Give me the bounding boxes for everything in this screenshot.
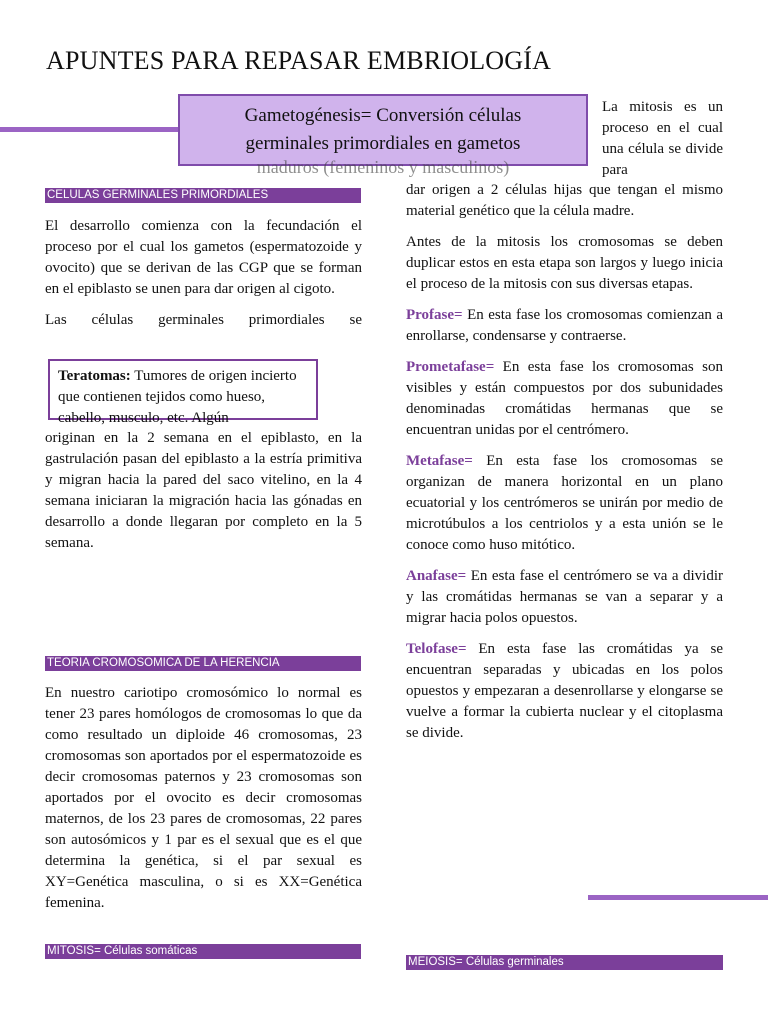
herencia-text-block [45,683,362,914]
callout-line-3-clipped: maduros (femeninos y masculinos) [256,157,510,177]
right-text-block [406,180,723,744]
page-title: APUNTES PARA REPASAR EMBRIOLOGÍA [46,46,552,75]
phase-text: En esta fase las cromátidas ya se encuentran separadas y ubicadas en los polos opuestos y empezaran a desenrollarse y elongarse se vuelve a formar la cubierta nuclear y el citoplasma se divide. [406,641,723,741]
phase-name: Prometafase= [406,359,495,375]
mitosis-intro-continuation: dar origen a 2 células hijas que tengan el mismo material genético que la célula madre. [406,182,723,219]
mitosis-section-bar: MITOSIS= Células somáticas [45,944,361,959]
cgp-paragraph-1: El desarrollo comienza con la fecundación el proceso por el cual los gametos (espermatozoide y ovocito) que se derivan de las CGP que se forman en el epiblasto se unen para dar origen al cigoto. [45,218,362,297]
antes-paragraph: Antes de la mitosis los cromosomas se deben duplicar estos en esta etapa son largos y luego inicia el proceso de la mitosis con sus diversas etapas. [406,234,723,292]
phase-name: Telofase= [406,641,467,657]
teratoma-label: Teratomas: [58,368,131,384]
left-divider-line [0,127,178,132]
phase-text: En esta fase los cromosomas son visibles y están compuestos por dos subunidades denominadas cromátidas hermanas que se encuentran unidas por el centrómero. [406,359,723,438]
phase-text: En esta fase el centrómero se va a dividir y las cromátidas hermanas se van a separar y a migrar hacia polos opuestos. [406,568,723,626]
teratoma-text: Tumores de origen incierto que contienen tejidos como hueso, cabello, musculo, etc. Algún [58,368,297,426]
cgp-paragraph-2-cont: originan en la 2 semana en el epiblasto, en la gastrulación pasan del epiblasto a la estría primitiva y migran hacia la pared del saco vitelino, en la 4 semana iniciaran la migración hacia las gónadas en desarrollo a donde llegaran por completo en la 5 semana. [45,430,362,551]
gametogenesis-callout [178,94,588,177]
meiosis-section-bar: MEIOSIS= Células germinales [406,955,723,970]
callout-line-2: germinales primordiales en gametos [245,133,521,154]
teratoma-box [48,359,318,426]
cgp-paragraph-2-start: Las células germinales primordiales se [45,312,362,328]
cgp-continuation [45,428,362,554]
herencia-section-heading: TEORIA CROMOSOMICA DE LA HERENCIA [45,656,361,671]
cgp-text-block [45,216,362,331]
phase-name: Profase= [406,307,463,323]
phase-text: En esta fase los cromosomas comienzan a enrollarse, condensarse y contraerse. [406,307,723,344]
phase-name: Anafase= [406,568,467,584]
phase-telofase [406,639,723,744]
callout-line-1: Gametogénesis= Conversión células [244,105,522,126]
herencia-paragraph: En nuestro cariotipo cromosómico lo normal es tener 23 pares homólogos de cromosomas lo que da como resultado un diploide 46 cromosomas, 23 cromosomas son aportados por el espermatozoide es decir cromosomas paternos y 23 cromosomas son aportados por el ovocito es decir cromosomas maternos, de los 23 pares de cromosomas, 22 pares son autosómicos y 1 par es el sexual que es el que determina la genética, si el par sexual es XY=Genética masculina, o si es XX=Genética femenina. [45,685,362,911]
phase-anafase [406,566,723,629]
phase-metafase [406,451,723,556]
mitosis-intro-top: La mitosis es un proceso en el cual una célula se divide para [602,99,723,178]
phase-name: Metafase= [406,453,473,469]
phase-prometafase [406,357,723,441]
phase-profase [406,305,723,347]
phase-text: En esta fase los cromosomas se organizan de manera horizontal en un plano ecuatorial y los centrómeros se unirán por medio de microtúbulos a los centriolos y a esta unión se le conoce como huso mitótico. [406,453,723,553]
cgp-section-heading: CELULAS GERMINALES PRIMORDIALES [45,188,361,203]
right-divider-line [588,895,768,900]
